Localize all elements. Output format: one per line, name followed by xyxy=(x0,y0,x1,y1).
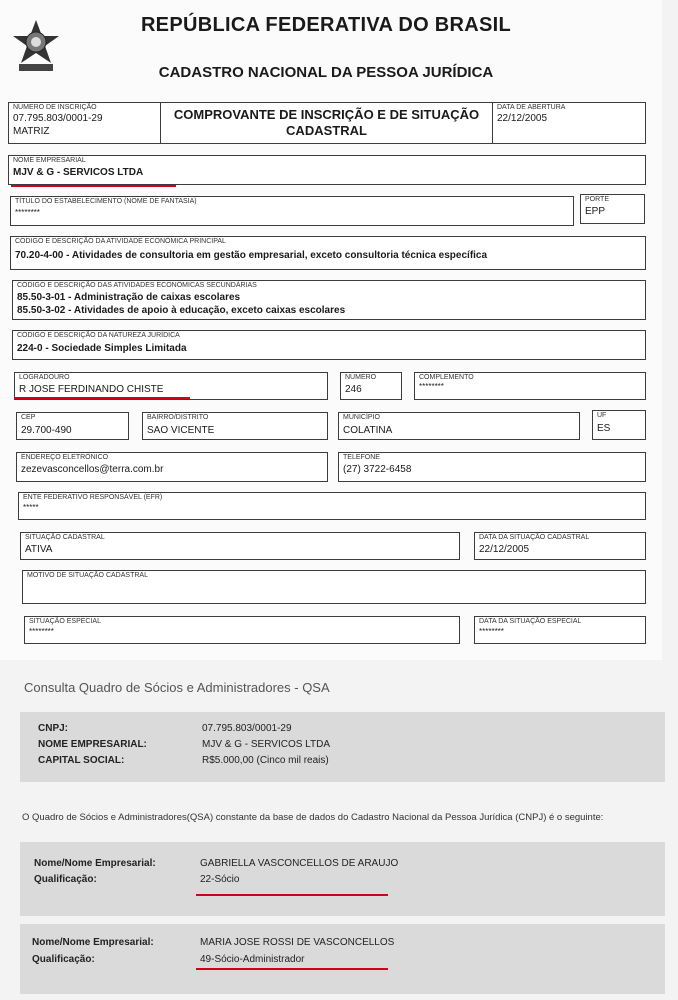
nome-empresarial-qsa-label: NOME EMPRESARIAL: xyxy=(38,739,147,750)
uf-label: UF xyxy=(597,412,607,419)
situacao-especial-label: SITUAÇÃO ESPECIAL xyxy=(29,618,101,625)
data-situacao-label: DATA DA SITUAÇÃO CADASTRAL xyxy=(479,534,590,541)
logradouro-label: LOGRADOURO xyxy=(19,374,70,381)
porte-value: EPP xyxy=(585,206,606,217)
telefone-label: TELEFONE xyxy=(343,454,380,461)
motivo-box xyxy=(22,570,646,604)
municipio-label: MUNICÍPIO xyxy=(343,414,380,421)
nome-underline xyxy=(11,185,176,187)
socio-nome-value: GABRIELLA VASCONCELLOS DE ARAUJO xyxy=(200,858,399,869)
situacao-value: ATIVA xyxy=(25,544,53,555)
complemento-box xyxy=(414,372,646,400)
socio-underline xyxy=(196,968,388,970)
atividade-secundaria-item: 85.50-3-02 - Atividades de apoio à educação, exceto caixas escolares xyxy=(17,305,346,316)
email-label: ENDEREÇO ELETRÔNICO xyxy=(21,454,109,461)
natureza-juridica-label: CÓDIGO E DESCRIÇÃO DA NATUREZA JURÍDICA xyxy=(17,332,180,339)
situacao-label: SITUAÇÃO CADASTRAL xyxy=(25,534,105,541)
nome-empresarial-value: MJV & G - SERVICOS LTDA xyxy=(13,167,144,178)
efr-box xyxy=(18,492,646,520)
capital-social-label: CAPITAL SOCIAL: xyxy=(38,755,125,766)
municipio-value: COLATINA xyxy=(343,425,393,436)
data-situacao-especial-box xyxy=(474,616,646,644)
abertura-label: DATA DE ABERTURA xyxy=(497,104,566,111)
fantasia-value: ******** xyxy=(15,208,40,217)
situacao-box xyxy=(20,532,460,560)
socio-panel xyxy=(20,924,665,994)
numero-value: 246 xyxy=(345,384,362,395)
comprovante-title: COMPROVANTE DE INSCRIÇÃO E DE SITUAÇÃO CADASTRAL xyxy=(173,107,480,138)
municipio-box xyxy=(338,412,580,440)
numero-label: NÚMERO xyxy=(345,374,377,381)
efr-value: ***** xyxy=(23,503,39,512)
header-subtitle: CADASTRO NACIONAL DA PESSOA JURÍDICA xyxy=(158,64,494,81)
data-situacao-especial-value: ******** xyxy=(479,627,504,636)
complemento-label: COMPLEMENTO xyxy=(419,374,474,381)
telefone-box xyxy=(338,452,646,482)
capital-social-value: R$5.000,00 (Cinco mil reais) xyxy=(202,755,329,766)
inscricao-number: 07.795.803/0001-29 xyxy=(13,113,103,124)
bairro-box xyxy=(142,412,328,440)
cep-box xyxy=(16,412,129,440)
cnpj-value: 07.795.803/0001-29 xyxy=(202,723,292,734)
situacao-especial-value: ******** xyxy=(29,627,54,636)
data-situacao-box xyxy=(474,532,646,560)
inscricao-box xyxy=(8,102,161,144)
atividade-principal-value: 70.20-4-00 - Atividades de consultoria em gestão empresarial, exceto consultoria técnica específica xyxy=(15,250,488,261)
porte-box xyxy=(580,194,645,224)
logradouro-underline xyxy=(14,397,190,399)
cep-label: CEP xyxy=(21,414,36,421)
cnpj-label: CNPJ: xyxy=(38,723,69,734)
socio-qual-label: Qualificação: xyxy=(32,954,95,965)
qsa-company-panel xyxy=(20,712,665,782)
porte-label: PORTE xyxy=(585,196,609,203)
complemento-value: ******** xyxy=(419,382,444,391)
numero-box xyxy=(340,372,402,400)
motivo-label: MOTIVO DE SITUAÇÃO CADASTRAL xyxy=(27,572,148,579)
nome-empresarial-box xyxy=(8,155,646,185)
atividades-secundarias-label: CÓDIGO E DESCRIÇÃO DAS ATIVIDADES ECONÔMICAS SECUNDÁRIAS xyxy=(17,282,257,289)
socio-panel xyxy=(20,842,665,916)
inscricao-label: NÚMERO DE INSCRIÇÃO xyxy=(13,104,97,111)
natureza-juridica-value: 224-0 - Sociedade Simples Limitada xyxy=(17,343,187,354)
bairro-label: BAIRRO/DISTRITO xyxy=(147,414,209,421)
natureza-juridica-box xyxy=(12,330,646,360)
nome-empresarial-qsa-value: MJV & G - SERVICOS LTDA xyxy=(202,739,330,750)
abertura-box xyxy=(492,102,646,144)
logradouro-value: R JOSE FERDINANDO CHISTE xyxy=(19,384,164,395)
atividades-secundarias-box xyxy=(12,280,646,320)
socio-nome-label: Nome/Nome Empresarial: xyxy=(34,858,156,869)
fantasia-label: TÍTULO DO ESTABELECIMENTO (NOME DE FANTASIA) xyxy=(15,198,197,205)
socio-qual-value: 49-Sócio-Administrador xyxy=(200,954,305,965)
email-box xyxy=(16,452,328,482)
cep-value: 29.700-490 xyxy=(21,425,72,436)
data-situacao-especial-label: DATA DA SITUAÇÃO ESPECIAL xyxy=(479,618,582,625)
data-situacao-value: 22/12/2005 xyxy=(479,544,530,555)
socio-underline xyxy=(196,894,388,896)
efr-label: ENTE FEDERATIVO RESPONSÁVEL (EFR) xyxy=(23,494,163,501)
uf-value: ES xyxy=(597,423,611,434)
telefone-value: (27) 3722-6458 xyxy=(343,464,412,475)
socio-nome-value: MARIA JOSE ROSSI DE VASCONCELLOS xyxy=(200,937,395,948)
nome-empresarial-label: NOME EMPRESARIAL xyxy=(13,157,86,164)
fantasia-box xyxy=(10,196,574,226)
header-title: REPÚBLICA FEDERATIVA DO BRASIL xyxy=(140,14,512,36)
qsa-intro: O Quadro de Sócios e Administradores(QSA) constante da base de dados do Cadastro Nacional da Pessoa Jurídica (CNPJ) é o seguinte: xyxy=(22,812,604,823)
qsa-title: Consulta Quadro de Sócios e Administradores - QSA xyxy=(24,680,330,695)
logradouro-box xyxy=(14,372,328,400)
abertura-value: 22/12/2005 xyxy=(497,113,548,124)
socio-nome-label: Nome/Nome Empresarial: xyxy=(32,937,154,948)
atividade-secundaria-item: 85.50-3-01 - Administração de caixas escolares xyxy=(17,292,241,303)
bairro-value: SAO VICENTE xyxy=(147,425,215,436)
socio-qual-value: 22-Sócio xyxy=(200,874,240,885)
comprovante-box xyxy=(160,102,493,144)
socio-qual-label: Qualificação: xyxy=(34,874,97,885)
email-value: zezevasconcellos@terra.com.br xyxy=(21,464,164,475)
inscricao-type: MATRIZ xyxy=(13,126,50,137)
uf-box xyxy=(592,410,646,440)
atividade-principal-box xyxy=(10,236,646,270)
atividade-principal-label: CÓDIGO E DESCRIÇÃO DA ATIVIDADE ECONÔMICA PRINCIPAL xyxy=(15,238,226,245)
situacao-especial-box xyxy=(24,616,460,644)
